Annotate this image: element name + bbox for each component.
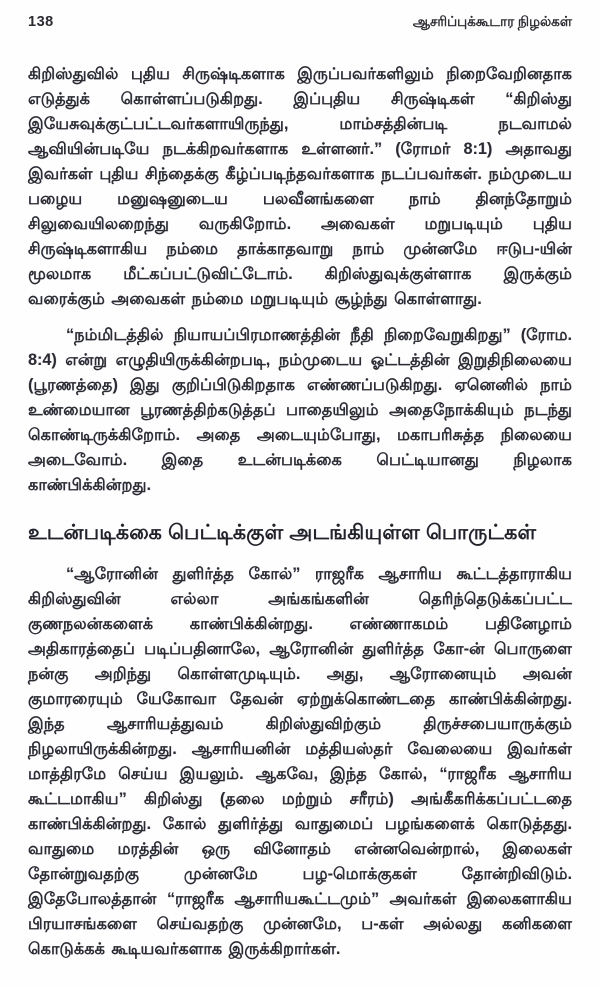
paragraph-2: “நம்மிடத்தில் நியாயப்பிரமாணத்தின் நீதி நிறைவேறுகிறது” (ரோம. 8:4) என்று எழுதியிருக்கின்றபடி, நம்முடைய ஓட்டத்தின் இறுதிநிலையை (பூரணத்தை) இது குறிப்பிடுகிறதாக எண்ணப்படுகிறது. ஏனெனில் நாம் உண்மையான பூரணத்திற்கடுத்தப் பாதையிலும் அதைநோக்கியும் நடந்து கொண்டிருக்கிறோம். அதை அடையும்போது, மகாபரிசுத்த நிலையை அடைவோம். இதை உடன்படிக்கை பெட்டியானது நிழலாக காண்பிக்கின்றது. [28, 326, 572, 494]
page-number: 138 [28, 14, 54, 30]
paragraph-3 [28, 562, 572, 962]
paragraph-3-lead-quote: “ஆரோனின் துளிர்த்த கோல்” [66, 565, 301, 583]
running-header [28, 14, 572, 32]
paragraph-1: கிறிஸ்துவில் புதிய சிருஷ்டிகளாக இருப்பவர்களிலும் நிறைவேறினதாக எடுத்துக் கொள்ளப்படுகிறது. இப்புதிய சிருஷ்டிகள் “கிறிஸ்து இயேசுவுக்குட்பட்டவர்களாயிருந்து, மாம்சத்தின்படி நடவாமல் ஆவியின்படியே நடக்கிறவர்களாக உள்ளனர்.” (ரோமர் 8:1) அதாவது இவர்கள் புதிய சிந்தைக்கு கீழ்ப்படிந்தவர்களாக நடப்பவர்கள். நம்முடைய பழைய மனுஷனுடைய பலவீனங்களை நாம் தினந்தோறும் சிலுவையிலறைந்து வருகிறோம். அவைகள் மறுபடியும் புதிய சிருஷ்டிகளாகிய நம்மை தாக்காதவாறு நாம் முன்னமே ஈடுப-யின் மூலமாக மீட்கப்பட்டுவிட்டோம். கிறிஸ்துவுக்குள்ளாக இருக்கும் வரைக்கும் அவைகள் நம்மை மறுபடியும் சூழ்ந்து கொள்ளாது. [28, 65, 572, 308]
page-body-text [28, 62, 572, 962]
paragraph-3-body: ராஜரீக ஆசாரிய கூட்டத்தாராகிய கிறிஸ்துவின் எல்லா அங்கங்களின் தெரிந்தெடுக்கப்பட்ட குணநலன்களைக் காண்பிக்கின்றது. எண்ணாகமம் பதினேழாம் அதிகாரத்தைப் படிப்பதினாலே, ஆரோனின் துளிர்த்த கோ-ன் பொருளை நன்கு அறிந்து கொள்ளமுடியும். அது, ஆரோனையும் அவன் குமாரரையும் யேகோவா தேவன் ஏற்றுக்கொண்டதை காண்பிக்கின்றது. இந்த ஆசாரியத்துவம் கிறிஸ்துவிற்கும் திருச்சபையாருக்கும் நிழலாயிருக்கின்றது. ஆசாரியனின் மத்தியஸ்தர் வேலையை இவர்கள் மாத்திரமே செய்ய இயலும். ஆகவே, இந்த கோல், “ராஜரீக ஆசாரிய கூட்டமாகிய” கிறிஸ்து (தலை மற்றும் சரீரம்) அங்கீகரிக்கப்பட்டதை காண்பிக்கின்றது. கோல் துளிர்த்து வாதுமைப் பழங்களைக் கொடுத்தது. வாதுமை மரத்தின் ஒரு வினோதம் என்னவென்றால், இலைகள் தோன்றுவதற்கு முன்னமே பழ-மொக்குகள் தோன்றிவிடும். இதேபோலத்தான் “ராஜரீக ஆசாரியகூட்டமும்” அவர்கள் இலைகளாகிய பிரயாசங்களை செய்வதற்கு முன்னமே, ப-கள் அல்லது கனிகளை கொடுக்கக் கூடியவர்களாக இருக்கிறார்கள். [28, 565, 573, 958]
running-title: ஆசரிப்புக்கூடார நிழல்கள் [412, 14, 572, 29]
section-heading: உடன்படிக்கை பெட்டிக்குள் அடங்கியுள்ள பொருட்கள் [28, 521, 537, 544]
